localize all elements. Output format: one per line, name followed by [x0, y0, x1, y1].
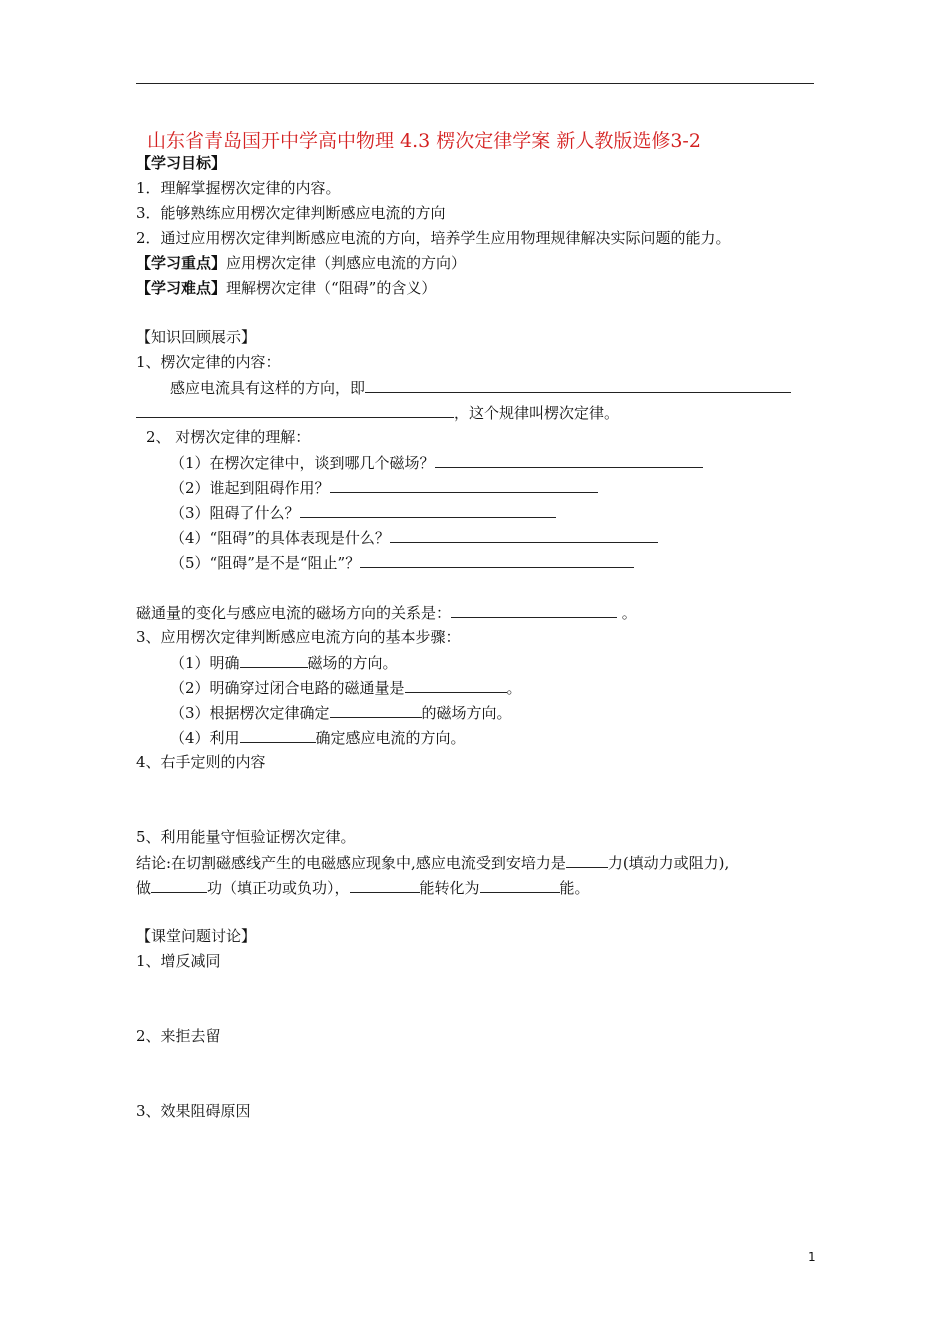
header-rule [136, 83, 814, 84]
q2-item-text: （5）“阻碍”是不是“阻止”？ [170, 554, 361, 572]
q3-step-text: （4）利用 [170, 729, 240, 747]
q2-item [170, 502, 556, 523]
q3-step [170, 652, 398, 673]
key-point-text: 应用楞次定律（判感应电流的方向） [226, 254, 467, 272]
q1-title: 1、楞次定律的内容： [136, 353, 281, 371]
q3-step-text: 磁场的方向。 [307, 654, 398, 672]
answer-blank[interactable] [435, 452, 703, 468]
q1-line2-suffix: ，这个规律叫楞次定律。 [454, 404, 620, 422]
objective-item: 1．理解掌握楞次定律的内容。 [136, 179, 341, 197]
q2-item-text: （1）在楞次定律中，谈到哪几个磁场？ [170, 454, 435, 472]
answer-blank[interactable] [350, 877, 420, 893]
conclusion-text: 力(填动力或阻力), [607, 854, 730, 872]
answer-blank[interactable] [240, 727, 316, 743]
conclusion-text: 做 [136, 879, 152, 897]
conclusion-text: 功（填正功或负功）， [207, 879, 350, 897]
answer-blank[interactable] [151, 877, 207, 893]
page-number: 1 [808, 1250, 816, 1264]
q1-line1 [170, 377, 791, 398]
q3-step-text: 确定感应电流的方向。 [315, 729, 466, 747]
conclusion-text: 能。 [559, 879, 590, 897]
key-point [136, 253, 466, 273]
q2-item [170, 527, 658, 548]
answer-blank[interactable] [330, 702, 422, 718]
difficulty-label: 【学习难点】 [136, 279, 227, 297]
discussion-item: 3、效果阻碍原因 [136, 1102, 251, 1120]
answer-blank[interactable] [330, 477, 598, 493]
q3-step-text: （1）明确 [170, 654, 240, 672]
q3-step [170, 677, 522, 698]
q3-step-text: 。 [506, 679, 522, 697]
q2-item [170, 452, 703, 473]
relation-suffix: 。 [617, 604, 637, 622]
q2-item-text: （3）阻碍了什么？ [170, 504, 300, 522]
q1-line1-text: 感应电流具有这样的方向，即 [170, 379, 366, 397]
discussion-heading: 【课堂问题讨论】 [136, 927, 257, 945]
answer-blank[interactable] [480, 877, 560, 893]
q2-item [170, 552, 634, 573]
answer-blank[interactable] [451, 602, 617, 618]
objective-item: 2．通过应用楞次定律判断感应电流的方向，培养学生应用物理规律解决实际问题的能力。 [136, 229, 731, 247]
q4-title: 4、右手定则的内容 [136, 753, 266, 771]
q2-item-text: （4）“阻碍”的具体表现是什么？ [170, 529, 390, 547]
answer-blank[interactable] [300, 502, 556, 518]
objectives-heading: 【学习目标】 [136, 154, 227, 172]
q1-line2 [136, 402, 619, 423]
q3-step [170, 727, 466, 748]
q3-step-text: 的磁场方向。 [421, 704, 512, 722]
conclusion-text: 能转化为 [419, 879, 480, 897]
key-point-label: 【学习重点】 [136, 254, 227, 272]
relation-text: 磁通量的变化与感应电流的磁场方向的关系是： [136, 604, 452, 622]
q5-title: 5、利用能量守恒验证楞次定律。 [136, 828, 356, 846]
q3-step-text: （3）根据楞次定律确定 [170, 704, 330, 722]
discussion-item: 1、增反减同 [136, 952, 221, 970]
discussion-item: 2、来拒去留 [136, 1027, 221, 1045]
q3-step [170, 702, 512, 723]
relation-line [136, 602, 637, 623]
q2-title: 2、 对楞次定律的理解： [146, 428, 311, 446]
conclusion-line2 [136, 877, 590, 898]
answer-blank[interactable] [365, 377, 791, 393]
answer-blank[interactable] [405, 677, 507, 693]
document-title: 山东省青岛国开中学高中物理 4.3 楞次定律学案 新人教版选修3-2 [147, 130, 701, 152]
answer-blank[interactable] [566, 852, 608, 868]
q3-step-text: （2）明确穿过闭合电路的磁通量是 [170, 679, 405, 697]
difficulty [136, 278, 436, 298]
answer-blank[interactable] [240, 652, 308, 668]
answer-blank[interactable] [360, 552, 634, 568]
objective-item: 3．能够熟练应用楞次定律判断感应电流的方向 [136, 204, 446, 222]
conclusion-line1 [136, 852, 729, 873]
q2-item [170, 477, 598, 498]
q2-item-text: （2）谁起到阻碍作用？ [170, 479, 330, 497]
q3-title: 3、应用楞次定律判断感应电流方向的基本步骤： [136, 628, 461, 646]
answer-blank[interactable] [136, 402, 454, 418]
review-heading: 【知识回顾展示】 [136, 328, 257, 346]
difficulty-text: 理解楞次定律（“阻碍”的含义） [226, 279, 437, 297]
conclusion-text: 结论:在切割磁感线产生的电磁感应现象中,感应电流受到安培力是 [136, 854, 566, 872]
answer-blank[interactable] [390, 527, 658, 543]
